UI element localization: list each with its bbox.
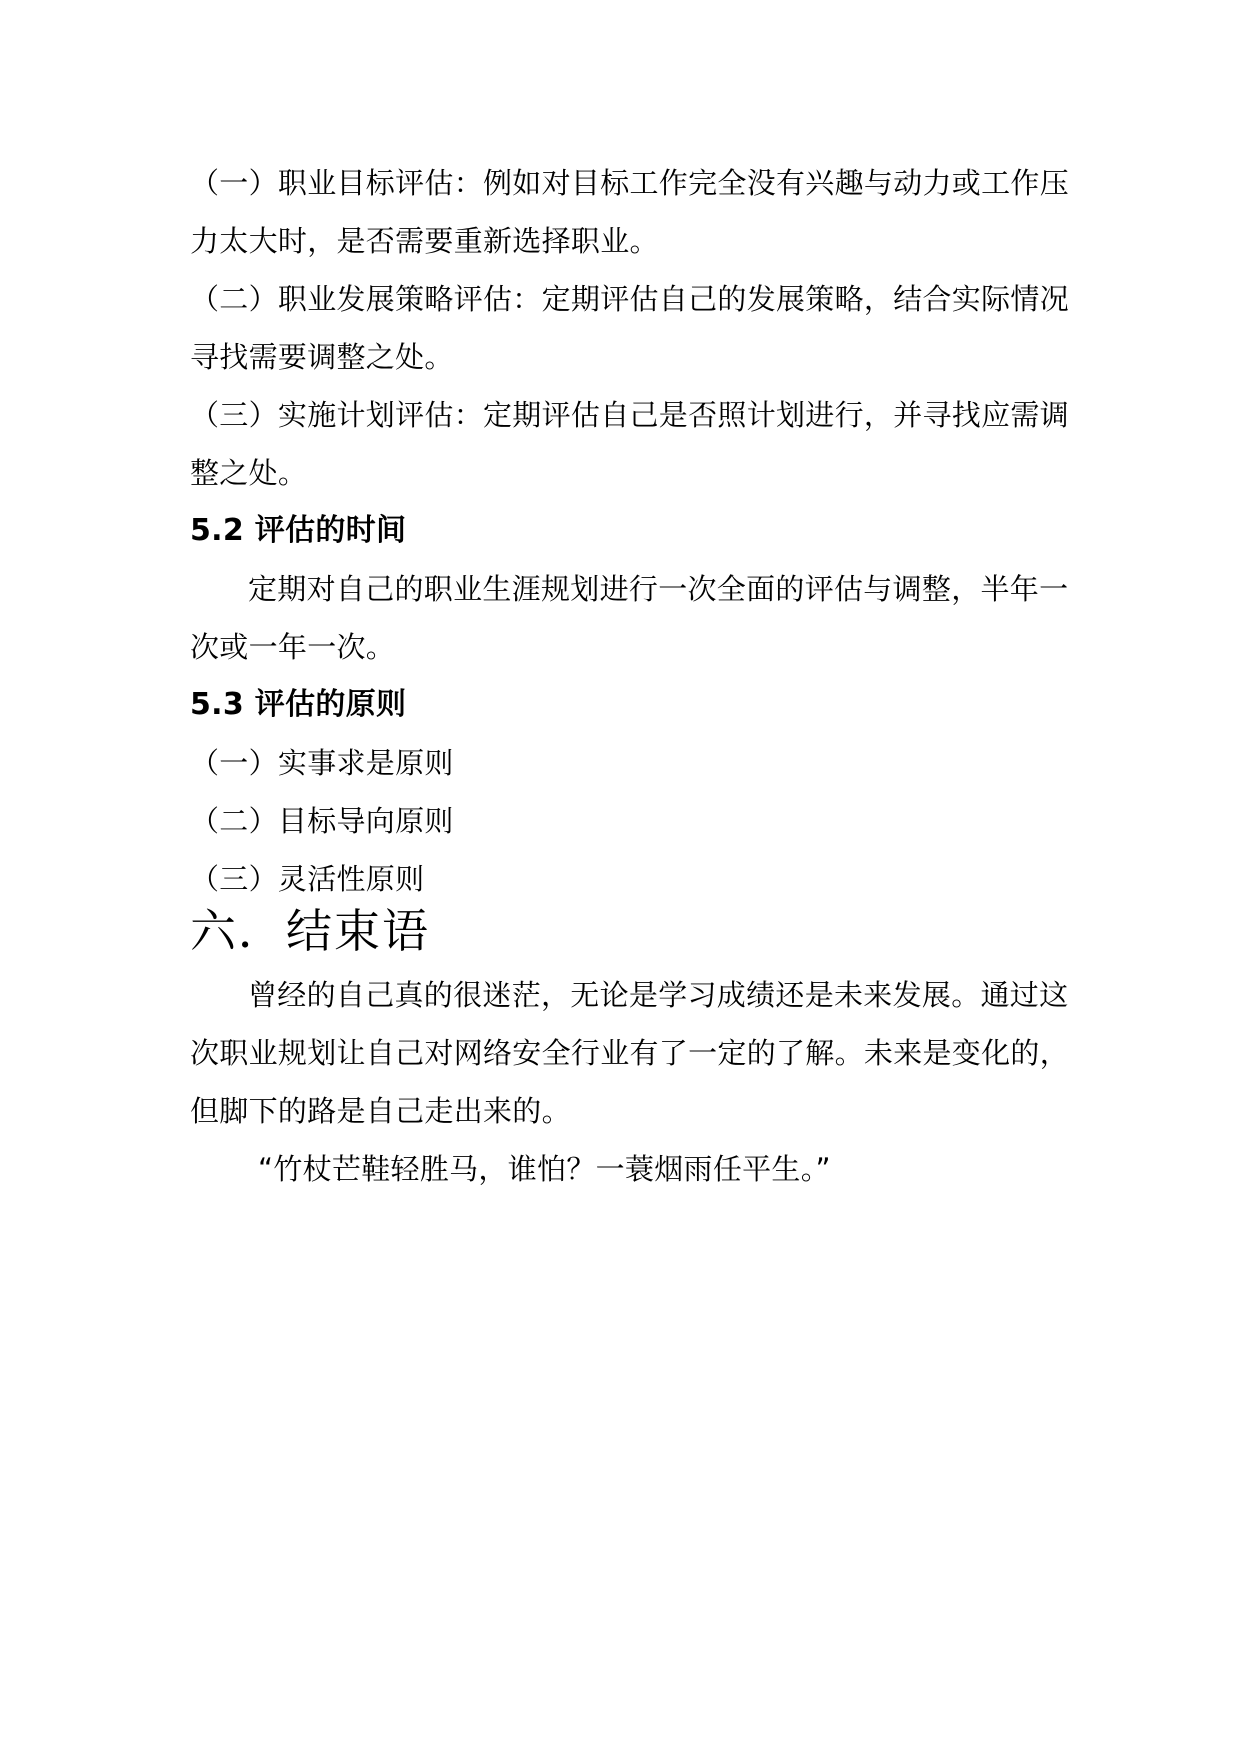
heading-5-2: 5.2 评估的时间 [190, 513, 407, 548]
heading-5-3: 5.3 评估的原则 [190, 687, 407, 722]
closing-quote: “竹杖芒鞋轻胜马，谁怕？一蓑烟雨任平生。” [258, 1152, 831, 1186]
closing-paragraph-line-2: 次职业规划让自己对网络安全行业有了一定的了解。未来是变化的， [190, 1036, 1070, 1070]
principle-3: （三）灵活性原则 [190, 862, 425, 896]
closing-paragraph-line-3: 但脚下的路是自己走出来的。 [190, 1094, 571, 1128]
principle-2: （二）目标导向原则 [190, 804, 454, 838]
evaluation-item-3-line-2: 整之处。 [190, 456, 308, 490]
paragraph-5-2-line-2: 次或一年一次。 [190, 630, 396, 664]
evaluation-item-1-line-1: （一）职业目标评估：例如对目标工作完全没有兴趣与动力或工作压 [190, 166, 1070, 200]
principle-1: （一）实事求是原则 [190, 746, 454, 780]
evaluation-item-2-line-2: 寻找需要调整之处。 [190, 340, 454, 374]
paragraph-5-2-line-1: 定期对自己的职业生涯规划进行一次全面的评估与调整，半年一 [248, 572, 1069, 606]
heading-section-6: 六．结束语 [190, 904, 430, 958]
evaluation-item-1-line-2: 力太大时，是否需要重新选择职业。 [190, 224, 659, 258]
closing-paragraph-line-1: 曾经的自己真的很迷茫，无论是学习成绩还是未来发展。通过这 [248, 978, 1069, 1012]
evaluation-item-2-line-1: （二）职业发展策略评估：定期评估自己的发展策略，结合实际情况 [190, 282, 1070, 316]
evaluation-item-3-line-1: （三）实施计划评估：定期评估自己是否照计划进行，并寻找应需调 [190, 398, 1070, 432]
